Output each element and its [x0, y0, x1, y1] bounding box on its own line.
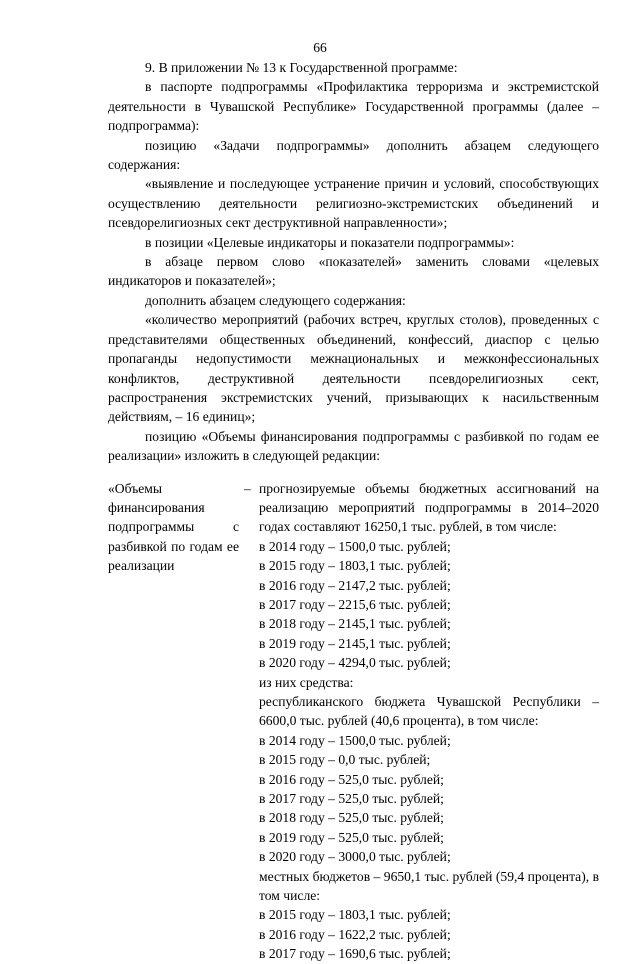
table-line: в 2017 году – 525,0 тыс. рублей;	[259, 791, 444, 807]
table-line: в 2014 году – 1500,0 тыс. рублей;	[259, 732, 451, 748]
table-line: в 2014 году – 1500,0 тыс. рублей;	[259, 538, 451, 554]
paragraph: в позиции «Целевые индикаторы и показатели подпрограммы»:	[145, 234, 515, 250]
table-line: в 2020 году – 3000,0 тыс. рублей;	[259, 849, 451, 865]
table-line: прогнозируемые объемы бюджетных ассигнований на реализацию мероприятий подпрограммы в 2014–2020 годах составляют 16250,1 тыс. рублей, в том числе:	[259, 480, 599, 535]
table-line: в 2017 году – 2215,6 тыс. рублей;	[259, 596, 451, 612]
document-body	[108, 58, 599, 962]
table-line: в 2018 году – 525,0 тыс. рублей;	[259, 810, 444, 826]
table-line: в 2020 году – 4294,0 тыс. рублей;	[259, 655, 451, 671]
paragraph: 9. В приложении № 13 к Государственной программе:	[145, 60, 458, 75]
table-line: в 2018 году – 2145,1 тыс. рублей;	[259, 616, 451, 632]
table-left-cell: «Объемы финансирования подпрограммы с разбивкой по годам ее реализации	[108, 480, 239, 574]
table-line: в 2019 году – 2145,1 тыс. рублей;	[259, 635, 451, 651]
table-right-cell	[259, 479, 599, 964]
paragraph: «выявление и последующее устранение причин и условий, способствующих осуществлению деятельности религиозно-экстремистских объединений и псевдорелигиозных сект деструктивной направленности»;	[108, 176, 599, 231]
table-line: в 2015 году – 1803,1 тыс. рублей;	[259, 907, 451, 923]
paragraph: «количество мероприятий (рабочих встреч, круглых столов), проведенных с представителями общественных объединений, конфессий, диаспор с целью пропаганды недопустимости межнациональных и межконфессиональных конфликтов, деструктивной деятельности псевдорелигиозных сект, распространения экстремистских учений, призывающих к насильственным действиям, – 16 единиц»;	[108, 312, 599, 425]
financing-table	[108, 479, 599, 962]
paragraph: позицию «Объемы финансирования подпрограммы с разбивкой по годам ее реализации» изложить в следующей редакции:	[108, 428, 599, 464]
paragraph: дополнить абзацем следующего содержания:	[145, 292, 406, 308]
table-line: из них средства:	[259, 674, 354, 690]
table-line: в 2016 году – 2147,2 тыс. рублей;	[259, 577, 451, 593]
table-line: в 2016 году – 1622,2 тыс. рублей;	[259, 926, 451, 942]
table-line: в 2015 году – 1803,1 тыс. рублей;	[259, 558, 451, 574]
paragraph: в абзаце первом слово «показателей» заменить словами «целевых индикаторов и показателей»;	[108, 254, 599, 289]
table-line: в 2016 году – 525,0 тыс. рублей;	[259, 771, 444, 787]
table-line: в 2015 году – 0,0 тыс. рублей;	[259, 752, 431, 768]
table-line: в 2019 году – 525,0 тыс. рублей;	[259, 829, 444, 845]
paragraph: позицию «Задачи подпрограммы» дополнить абзацем следующего содержания:	[108, 137, 599, 173]
table-line: республиканского бюджета Чувашской Республики – 6600,0 тыс. рублей (40,6 процента), в том числе:	[259, 694, 599, 729]
table-line: в 2017 году – 1690,6 тыс. рублей;	[259, 946, 451, 962]
table-line: местных бюджетов – 9650,1 тыс. рублей (59,4 процента), в том числе:	[259, 868, 599, 904]
page-number: 66	[313, 40, 327, 55]
table-dash: –	[244, 480, 251, 496]
paragraph: в паспорте подпрограммы «Профилактика терроризма и экстремистской деятельности в Чувашской Республике» Государственной программы (далее – подпрограмма):	[108, 79, 599, 134]
